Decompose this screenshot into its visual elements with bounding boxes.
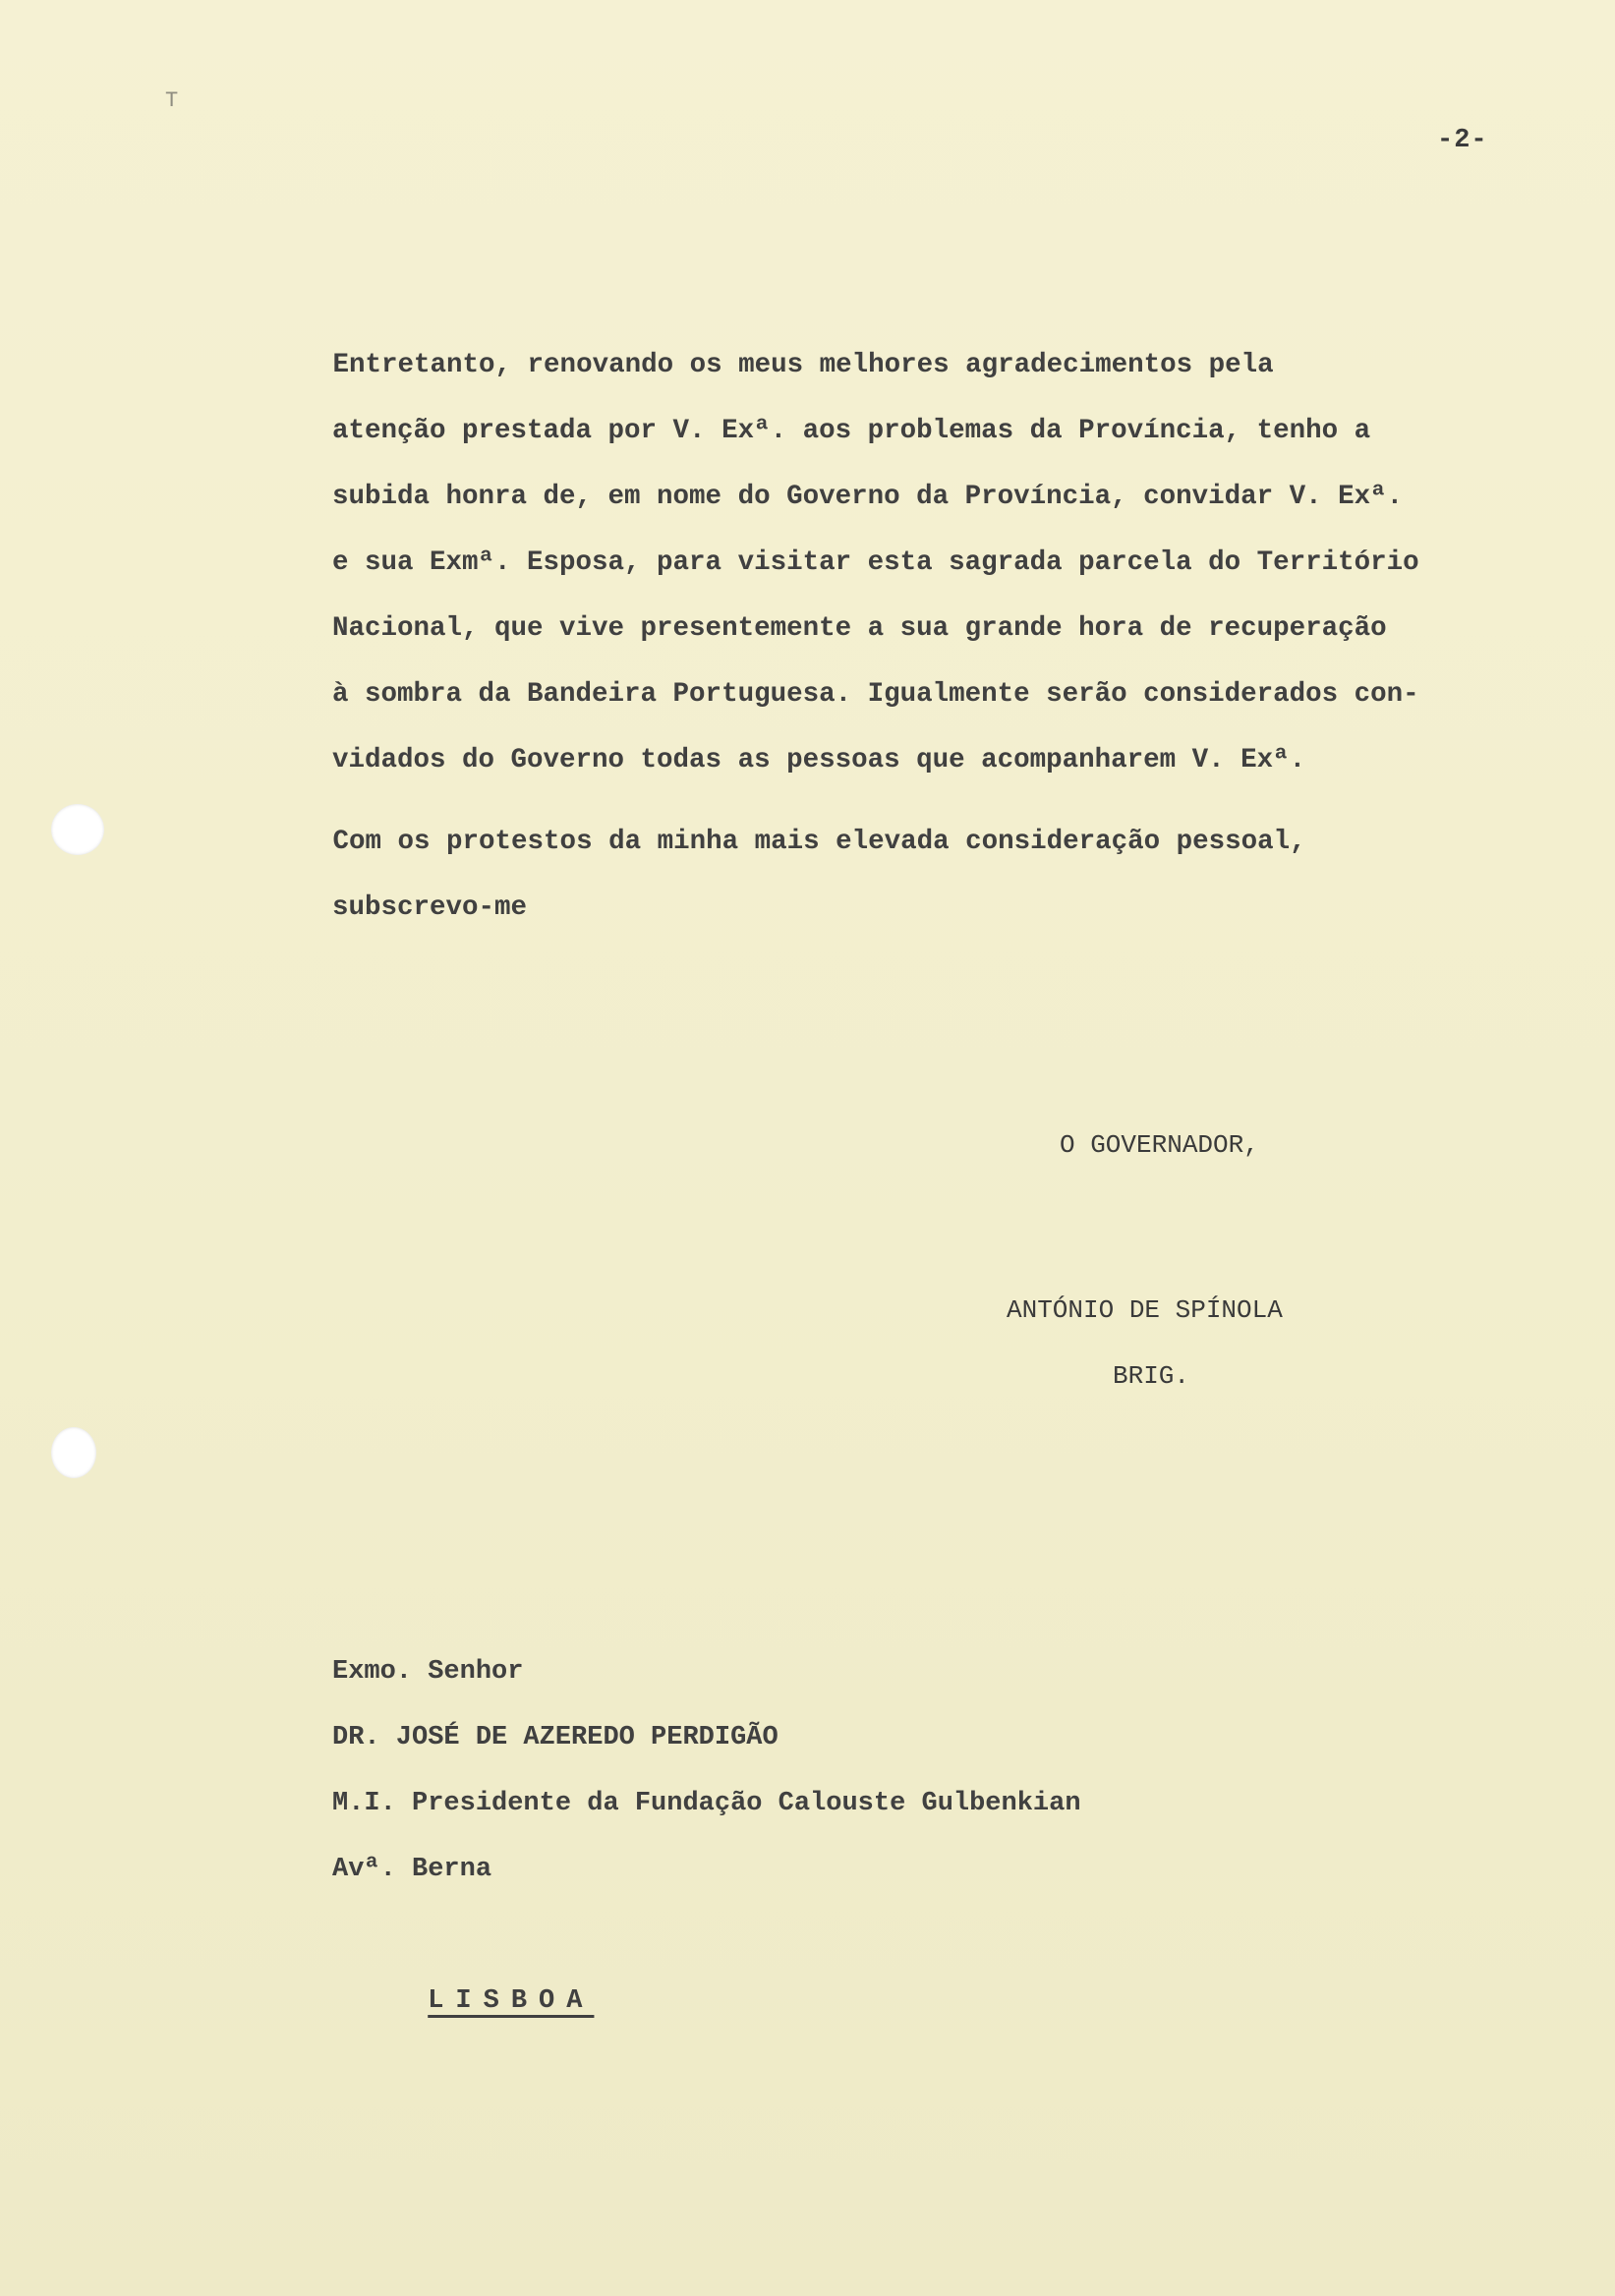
address-position: M.I. Presidente da Fundação Calouste Gulbenkian [332,1789,1081,1818]
address-city-line [332,1903,1081,2016]
signature-name: ANTÓNIO DE SPÍNOLA [1007,1295,1283,1325]
paragraph-gap [332,793,1522,809]
punch-hole [51,804,104,855]
body-line: vidados do Governo todas as pessoas que acompanharem V. Exª. [332,745,1306,775]
address-city: LISBOA [428,1986,595,2016]
signature-rank: BRIG. [1113,1361,1190,1391]
signature-title: O GOVERNADOR, [1060,1130,1259,1160]
body-line: e sua Exmª. Esposa, para visitar esta sagrada parcela do Território [332,547,1419,578]
body-line: à sombra da Bandeira Portuguesa. Igualmente serão considerados con- [332,679,1419,710]
address-recipient: DR. JOSÉ DE AZEREDO PERDIGÃO [332,1723,779,1752]
punch-hole [51,1427,96,1478]
page-number: -2- [1437,126,1488,155]
address-salutation: Exmo. Senhor [332,1657,524,1687]
body-line: subscrevo-me [332,892,528,923]
address-street: Avª. Berna [332,1855,492,1884]
margin-mark: T [165,88,179,113]
body-line: atenção prestada por V. Exª. aos problemas da Província, tenho a [332,416,1371,446]
body-line: Nacional, que vive presentemente a sua grande hora de recuperação [332,613,1387,644]
letter-body [187,332,1522,941]
body-line: subida honra de, em nome do Governo da Província, convidar V. Exª. [332,482,1404,512]
body-line: Com os protestos da minha mais elevada consideração pessoal, [187,827,1306,857]
body-line: Entretanto, renovando os meus melhores agradecimentos pela [187,350,1274,380]
recipient-address [332,1639,1081,2016]
